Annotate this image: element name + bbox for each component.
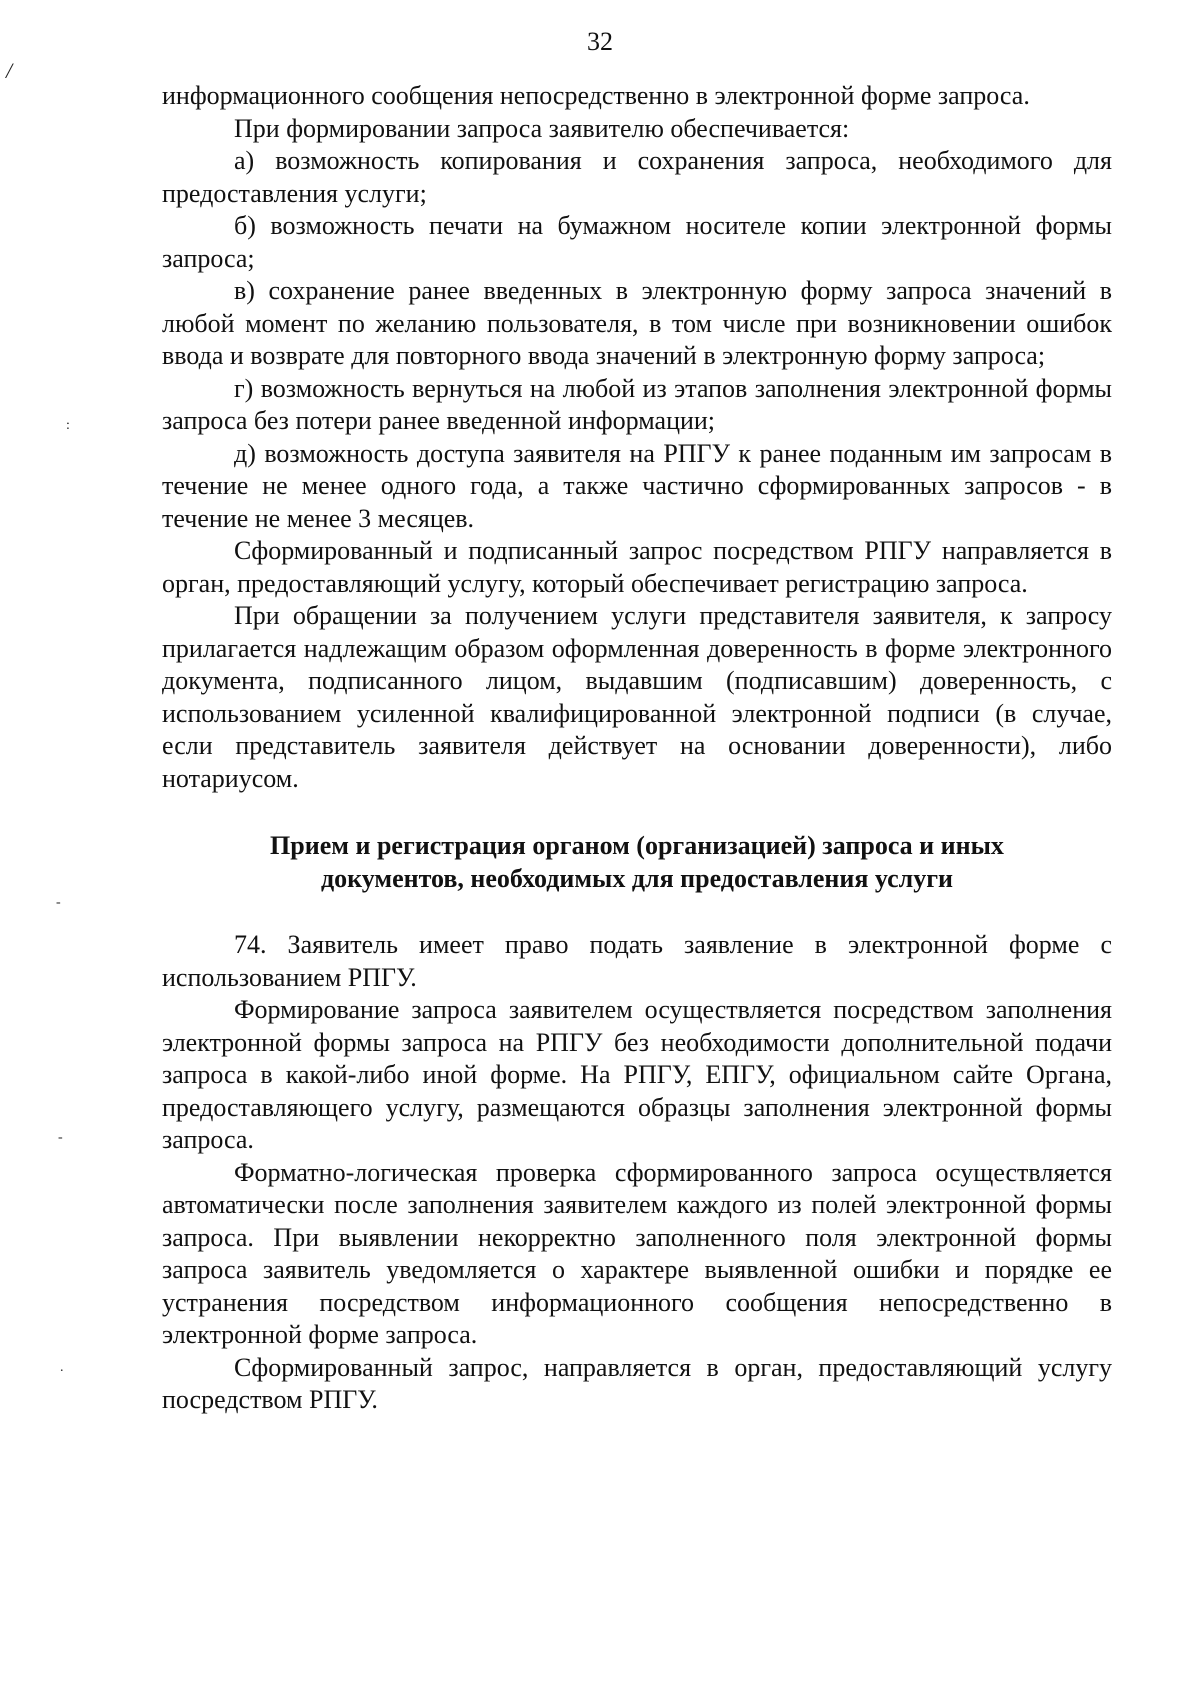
paragraph: При формировании запроса заявителю обеспечивается:	[234, 113, 850, 143]
paragraph: информационного сообщения непосредственно в электронной форме запроса.	[162, 81, 1030, 110]
paragraph: Сформированный запрос, направляется в орган, предоставляющий услугу посредством РПГУ.	[162, 1352, 1112, 1414]
paragraph: При обращении за получением услуги представителя заявителя, к запросу прилагается надлежащим образом оформленная доверенность в форме электронного документа, подписанного лицом, выдавшим (подписавшим) доверенность, с использованием усиленной квалифицированной электронной подписи (в случае, если представитель заявителя действует на основании доверенности), либо нотариусом.	[162, 601, 1112, 793]
paragraph: Формирование запроса заявителем осуществляется посредством заполнения электронной формы запроса на РПГУ без необходимости дополнительной подачи запроса в какой-либо иной форме. На РПГУ, ЕПГУ, официальном сайте Органа, предоставляющего услугу, размещаются образцы заполнения электронной формы запроса.	[162, 995, 1112, 1154]
section-title-line: Прием и регистрация органом (организацией) запроса и иных	[270, 831, 1004, 860]
margin-mark: -	[58, 1130, 63, 1145]
list-item-g: г) возможность вернуться на любой из этапов заполнения электронной формы запроса без потери ранее введенной информации;	[162, 373, 1112, 435]
section-title	[162, 829, 1112, 895]
margin-mark: /	[6, 58, 13, 83]
paragraph: 74. Заявитель имеет право подать заявление в электронной форме с использованием РПГУ.	[162, 930, 1112, 992]
margin-mark: -	[56, 895, 61, 910]
section-title-line: документов, необходимых для предоставления услуги	[320, 864, 954, 893]
paragraph: Форматно-логическая проверка сформированного запроса осуществляется автоматически после заполнения заявителем каждого из полей электронной формы запроса. При выявлении некорректно заполненного поля электронной формы запроса заявитель уведомляется о характере выявленной ошибки и порядке ее устранения посредством информационного сообщения непосредственно в электронной форме запроса.	[162, 1157, 1112, 1349]
list-item-b: б) возможность печати на бумажном носителе копии электронной формы запроса;	[162, 211, 1112, 273]
list-item-d: д) возможность доступа заявителя на РПГУ к ранее поданным им запросам в течение не менее одного года, а также частично сформированных запросов - в течение не менее 3 месяцев.	[162, 438, 1112, 533]
margin-mark: :	[66, 418, 70, 433]
list-item-v: в) сохранение ранее введенных в электронную форму запроса значений в любой момент по желанию пользователя, в том числе при возникновении ошибок ввода и возврате для повторного ввода значений в электронную форму запроса;	[162, 276, 1112, 370]
document-body	[162, 80, 1112, 1417]
margin-mark: .	[60, 1360, 64, 1375]
paragraph: Сформированный и подписанный запрос посредством РПГУ направляется в орган, предоставляющий услугу, который обеспечивает регистрацию запроса.	[162, 536, 1112, 598]
list-item-a: а) возможность копирования и сохранения запроса, необходимого для предоставления услуги;	[162, 146, 1112, 208]
page-number: 32	[587, 27, 613, 56]
bottom-paragraphs	[162, 929, 1112, 1417]
top-paragraphs	[162, 80, 1112, 795]
